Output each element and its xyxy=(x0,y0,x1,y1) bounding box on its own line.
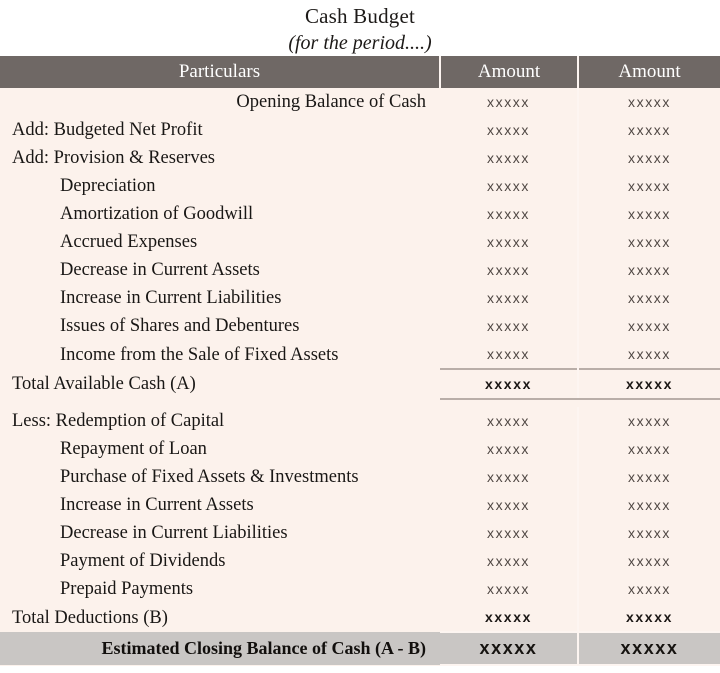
total-available-cash-row xyxy=(0,369,720,399)
payment-row xyxy=(0,575,720,603)
receipt-row xyxy=(0,144,720,172)
row-label: Increase in Current Liabilities xyxy=(0,284,440,312)
spacer-cell xyxy=(0,399,440,407)
payment-row xyxy=(0,547,720,575)
row-amount-2: xxxxx xyxy=(578,547,720,575)
row-amount-1: xxxxx xyxy=(440,88,578,116)
payment-row xyxy=(0,519,720,547)
receipt-row xyxy=(0,116,720,144)
receipt-row xyxy=(0,284,720,312)
total-deductions-row xyxy=(0,603,720,632)
row-amount-2: xxxxx xyxy=(578,575,720,603)
column-header-amount-1: Amount xyxy=(440,56,578,88)
row-amount-2: xxxxx xyxy=(578,172,720,200)
header-row xyxy=(0,56,720,88)
row-amount-2: xxxxx xyxy=(578,632,720,665)
row-amount-1: xxxxx xyxy=(440,228,578,256)
row-label: Add: Provision & Reserves xyxy=(0,144,440,172)
cash-budget-table xyxy=(0,56,720,666)
row-label: Income from the Sale of Fixed Assets xyxy=(0,340,440,369)
receipt-row xyxy=(0,228,720,256)
title-block xyxy=(0,0,720,56)
section-gap xyxy=(0,399,720,407)
row-label: Decrease in Current Assets xyxy=(0,256,440,284)
row-label: Estimated Closing Balance of Cash (A - B) xyxy=(0,632,440,665)
row-label: Accrued Expenses xyxy=(0,228,440,256)
row-label: Total Deductions (B) xyxy=(0,603,440,632)
row-label: Purchase of Fixed Assets & Investments xyxy=(0,463,440,491)
row-amount-2: xxxxx xyxy=(578,519,720,547)
page-subtitle: (for the period....) xyxy=(288,32,432,54)
row-amount-2: xxxxx xyxy=(578,200,720,228)
row-amount-1: xxxxx xyxy=(440,575,578,603)
row-amount-2: xxxxx xyxy=(578,284,720,312)
row-amount-1: xxxxx xyxy=(440,369,578,399)
row-label: Repayment of Loan xyxy=(0,435,440,463)
row-amount-1: xxxxx xyxy=(440,144,578,172)
row-label: Decrease in Current Liabilities xyxy=(0,519,440,547)
row-amount-2: xxxxx xyxy=(578,463,720,491)
row-amount-1: xxxxx xyxy=(440,632,578,665)
row-amount-2: xxxxx xyxy=(578,228,720,256)
column-header-particulars: Particulars xyxy=(0,56,440,88)
closing-balance-row xyxy=(0,632,720,665)
row-label: Issues of Shares and Debentures xyxy=(0,312,440,340)
receipt-row xyxy=(0,200,720,228)
row-label: Increase in Current Assets xyxy=(0,491,440,519)
row-amount-1: xxxxx xyxy=(440,491,578,519)
row-amount-1: xxxxx xyxy=(440,547,578,575)
payment-row xyxy=(0,491,720,519)
receipt-row xyxy=(0,172,720,200)
payment-row xyxy=(0,463,720,491)
row-amount-1: xxxxx xyxy=(440,256,578,284)
row-amount-1: xxxxx xyxy=(440,284,578,312)
row-amount-1: xxxxx xyxy=(440,116,578,144)
receipt-row xyxy=(0,312,720,340)
row-amount-1: xxxxx xyxy=(440,463,578,491)
row-amount-1: xxxxx xyxy=(440,519,578,547)
table-body xyxy=(0,88,720,665)
row-amount-2: xxxxx xyxy=(578,256,720,284)
row-amount-2: xxxxx xyxy=(578,407,720,435)
row-amount-2: xxxxx xyxy=(578,435,720,463)
row-label: Amortization of Goodwill xyxy=(0,200,440,228)
payment-row xyxy=(0,435,720,463)
row-amount-2: xxxxx xyxy=(578,491,720,519)
row-amount-2: xxxxx xyxy=(578,144,720,172)
receipt-row xyxy=(0,256,720,284)
table-header xyxy=(0,56,720,88)
row-label: Add: Budgeted Net Profit xyxy=(0,116,440,144)
row-amount-1: xxxxx xyxy=(440,172,578,200)
row-amount-1: xxxxx xyxy=(440,312,578,340)
spacer-cell xyxy=(578,399,720,407)
row-amount-1: xxxxx xyxy=(440,603,578,632)
row-amount-1: xxxxx xyxy=(440,407,578,435)
row-amount-1: xxxxx xyxy=(440,200,578,228)
row-amount-2: xxxxx xyxy=(578,88,720,116)
spacer-cell xyxy=(440,399,578,407)
row-amount-2: xxxxx xyxy=(578,312,720,340)
row-amount-1: xxxxx xyxy=(440,340,578,369)
page-title: Cash Budget xyxy=(304,4,416,28)
row-label: Opening Balance of Cash xyxy=(0,88,440,116)
row-label: Less: Redemption of Capital xyxy=(0,407,440,435)
receipt-row xyxy=(0,340,720,369)
row-amount-1: xxxxx xyxy=(440,435,578,463)
row-amount-2: xxxxx xyxy=(578,340,720,369)
payment-row xyxy=(0,407,720,435)
row-label: Total Available Cash (A) xyxy=(0,369,440,399)
row-amount-2: xxxxx xyxy=(578,603,720,632)
row-label: Depreciation xyxy=(0,172,440,200)
column-header-amount-2: Amount xyxy=(578,56,720,88)
row-label: Payment of Dividends xyxy=(0,547,440,575)
row-amount-2: xxxxx xyxy=(578,369,720,399)
receipt-row xyxy=(0,88,720,116)
row-amount-2: xxxxx xyxy=(578,116,720,144)
row-label: Prepaid Payments xyxy=(0,575,440,603)
